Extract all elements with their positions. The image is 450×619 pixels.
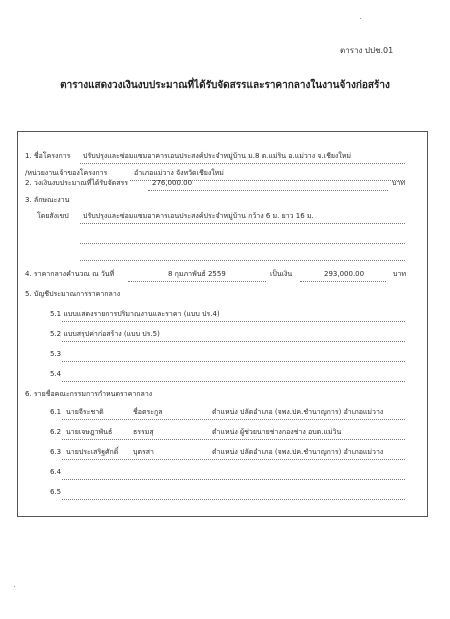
member-1-position: ตำแหน่ง ปลัดอำเภอ (จพง.ปค.ชำนาญการ) อำเภอแม่วาง bbox=[212, 408, 384, 416]
scan-speck bbox=[14, 586, 15, 587]
sources-item-2: 5.2 แบบสรุปค่าก่อสร้าง (แบบ ปร.5) bbox=[50, 330, 160, 338]
sources-dotted-line-2 bbox=[62, 341, 405, 342]
sources-dotted-line-3 bbox=[62, 361, 405, 362]
member-2-position: ตำแหน่ง ผู้ช่วยนายช่างกองช่าง อบต.แม่วิน bbox=[212, 428, 342, 436]
sources-item-4: 5.4 bbox=[50, 370, 62, 378]
member-2-number: 6.2 bbox=[50, 428, 62, 436]
item4-amount: 293,000.00 bbox=[324, 270, 365, 278]
member-1-first-name: นายจีระชาติ bbox=[66, 408, 104, 416]
member-4-number: 6.4 bbox=[50, 468, 62, 476]
item3-dotted-line-1 bbox=[80, 223, 405, 224]
member-1-last-name: ชื่อตระกูล bbox=[133, 408, 163, 416]
sources-dotted-line-1 bbox=[62, 321, 405, 322]
item3-label: 3. ลักษณะงาน bbox=[25, 196, 70, 204]
item4-label: 4. ราคากลางคำนวณ ณ วันที่ bbox=[25, 270, 115, 278]
item1-label: 1. ชื่อโครงการ bbox=[25, 152, 71, 160]
item4-amount-label: เป็นเงิน bbox=[270, 270, 293, 278]
document-title: ตารางแสดงวงเงินงบประมาณที่ได้รับจัดสรรและราคากลางในงานจ้างก่อสร้าง bbox=[60, 80, 390, 91]
item3-dotted-line-3 bbox=[80, 260, 405, 261]
sources-item-3: 5.3 bbox=[50, 350, 62, 358]
item2-dotted-line bbox=[148, 190, 388, 191]
member-3-number: 6.3 bbox=[50, 448, 62, 456]
member-5-dotted-line bbox=[62, 499, 405, 500]
member-5-number: 6.5 bbox=[50, 488, 62, 496]
form-code: ตาราง ปปช.01 bbox=[340, 46, 394, 55]
item4-amount-dotted-line bbox=[300, 281, 386, 282]
item1-value: ปรับปรุงและซ่อมแซมอาคารเอนประสงค์ประจำหมู่บ้าน ม.8 ต.แม่ริน อ.แม่วาง จ.เชียงใหม่ bbox=[83, 152, 351, 160]
item4-date-dotted-line bbox=[128, 281, 266, 282]
scan-speck bbox=[360, 18, 361, 19]
item4-date: 8 กุมภาพันธ์ 2559 bbox=[168, 270, 226, 278]
item1-dotted-line bbox=[80, 163, 405, 164]
item3-dotted-line-2 bbox=[80, 243, 405, 244]
item4-unit: บาท bbox=[393, 270, 406, 278]
item2-value: 276,000.00 bbox=[152, 179, 193, 187]
agency-label: /หน่วยงานเจ้าของโครงการ bbox=[25, 169, 108, 177]
member-2-first-name: นายเจษฎาพันธ์ bbox=[66, 428, 113, 436]
committee-heading: 6. รายชื่อคณะกรรมการกำหนดราคากลาง bbox=[25, 390, 153, 398]
member-2-last-name: ธรรมสุ bbox=[133, 428, 154, 436]
member-1-number: 6.1 bbox=[50, 408, 62, 416]
member-2-dotted-line bbox=[62, 439, 405, 440]
item2-unit: บาท bbox=[392, 179, 405, 187]
item2-label: 2. วงเงินงบประมาณที่ได้รับจัดสรร bbox=[25, 179, 129, 187]
member-3-first-name: นายประเสริฐศักดิ์ bbox=[66, 448, 119, 456]
agency-value: อำเภอแม่วาง จังหวัดเชียงใหม่ bbox=[134, 169, 224, 177]
sources-heading: 5. บัญชีประมาณการราคากลาง bbox=[25, 290, 121, 298]
member-3-last-name: บุตรสา bbox=[133, 448, 154, 456]
member-3-position: ตำแหน่ง ปลัดอำเภอ (จพง.ปค.ชำนาญการ) อำเภอแม่วาง bbox=[212, 448, 384, 456]
member-1-dotted-line bbox=[62, 419, 405, 420]
item3-value: ปรับปรุงและซ่อมแซมอาคารเอนประสงค์ประจำหมู่บ้าน กว้าง 6 ม. ยาว 16 ม. bbox=[83, 212, 314, 220]
sources-dotted-line-4 bbox=[62, 381, 405, 382]
sources-item-1: 5.1 แบบแสดงรายการปริมาณงานและราคา (แบบ ปร.4) bbox=[50, 310, 220, 318]
item3-sub-label: โดยสังเขป bbox=[37, 212, 69, 220]
member-4-dotted-line bbox=[62, 479, 405, 480]
member-3-dotted-line bbox=[62, 459, 405, 460]
